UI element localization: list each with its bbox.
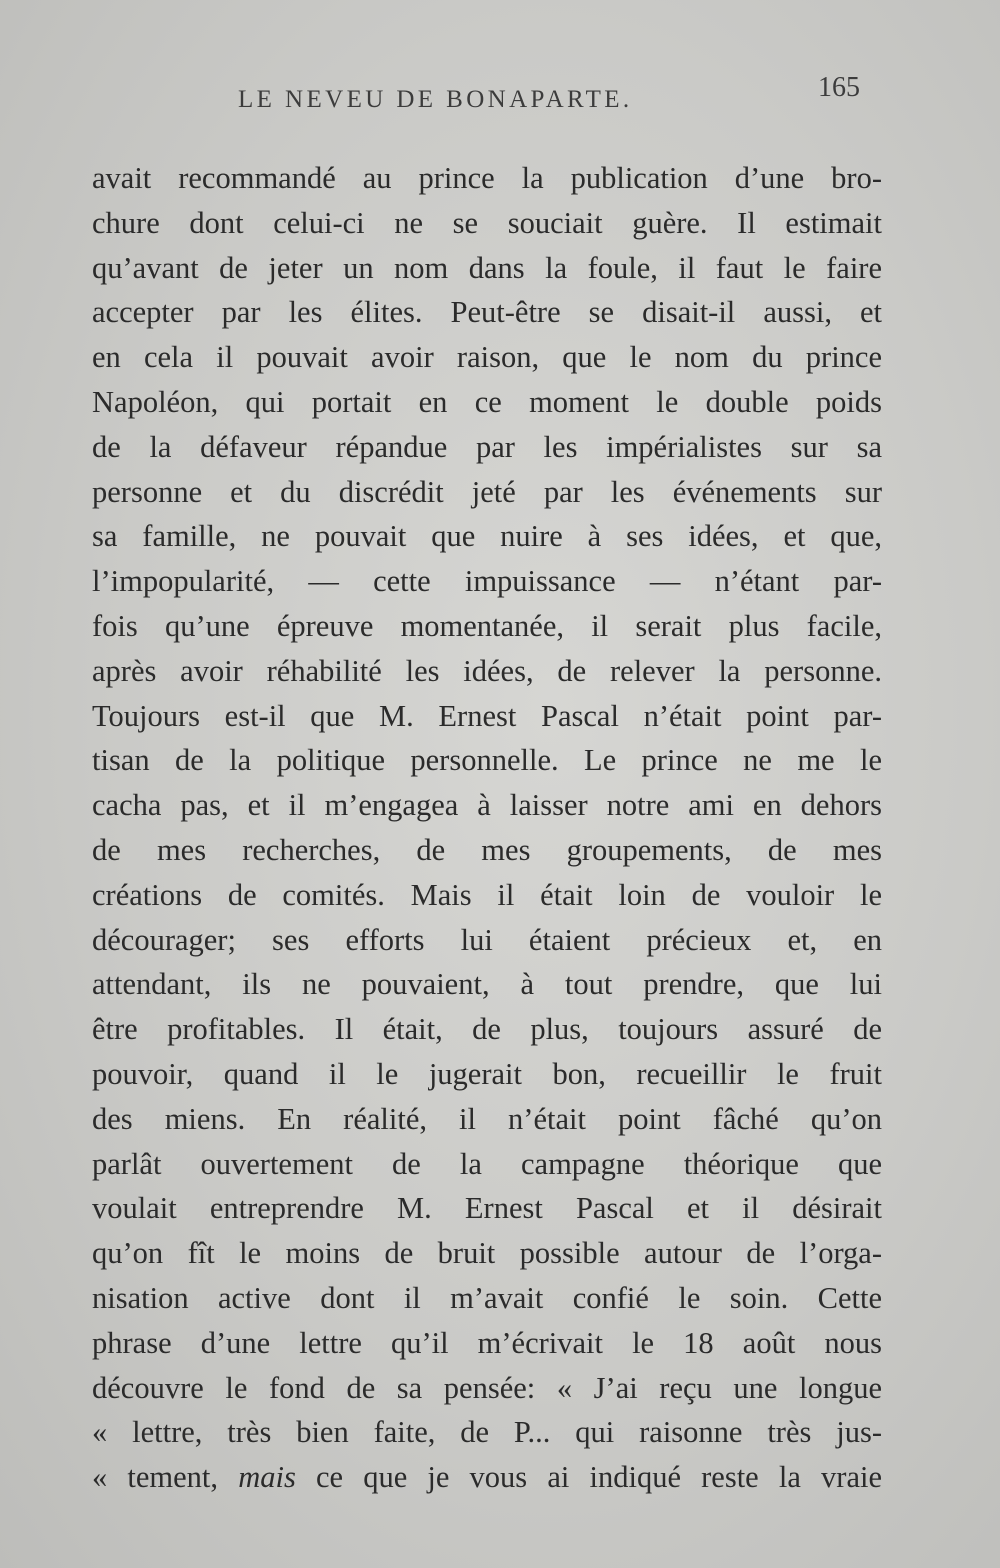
- text-line: découvre le fond de sa pensée: « J’ai reçu une longue: [92, 1370, 882, 1405]
- text-line: des miens. En réalité, il n’était point fâché qu’on: [92, 1101, 882, 1136]
- text-line: parlât ouvertement de la campagne théorique que: [92, 1146, 882, 1181]
- text-line: cacha pas, et il m’engagea à laisser notre ami en dehors: [92, 788, 882, 823]
- text-line: de mes recherches, de mes groupements, de mes: [92, 832, 882, 867]
- text-line: chure dont celui-ci ne se souciait guère. Il estimait: [92, 205, 882, 240]
- text-line: décourager; ses efforts lui étaient précieux et, en: [92, 922, 882, 957]
- text-line: Napoléon, qui portait en ce moment le double poids: [92, 384, 882, 419]
- text-line: être profitables. Il était, de plus, toujours assuré de: [92, 1012, 882, 1047]
- text-line: après avoir réhabilité les idées, de relever la personne.: [92, 653, 882, 688]
- text-line: « lettre, très bien faite, de P... qui raisonne très jus-: [92, 1415, 882, 1450]
- text-line: Toujours est-il que M. Ernest Pascal n’était point par-: [92, 698, 882, 733]
- text-line: avait recommandé au prince la publication d’une bro-: [92, 161, 882, 195]
- running-title: LE NEVEU DE BONAPARTE.: [238, 86, 633, 113]
- text-line: qu’on fît le moins de bruit possible autour de l’orga-: [92, 1236, 882, 1271]
- text-line: de la défaveur répandue par les impérialistes sur sa: [92, 429, 882, 464]
- last-line-end: ce que je vous ai indiqué reste la vraie: [295, 1460, 882, 1495]
- text-line: personne et du discrédit jeté par les événements sur: [92, 474, 882, 509]
- text-line: en cela il pouvait avoir raison, que le nom du prince: [92, 340, 882, 375]
- text-line: créations de comités. Mais il était loin de vouloir le: [92, 877, 882, 912]
- text-line-last: [92, 1455, 882, 1500]
- text-line: voulait entreprendre M. Ernest Pascal et il désirait: [92, 1191, 882, 1226]
- body-text: [92, 156, 882, 1500]
- text-line: pouvoir, quand il le jugerait bon, recueillir le fruit: [92, 1056, 882, 1091]
- text-line: attendant, ils ne pouvaient, à tout prendre, que lui: [92, 967, 882, 1002]
- last-line-start: « tement,: [92, 1460, 239, 1495]
- italic-word: mais: [238, 1460, 296, 1495]
- text-line: nisation active dont il m’avait confié le soin. Cette: [92, 1280, 882, 1315]
- text-line: phrase d’une lettre qu’il m’écrivait le 18 août nous: [92, 1325, 882, 1360]
- text-line: accepter par les élites. Peut-être se disait-il aussi, et: [92, 295, 882, 330]
- text-line: l’impopularité, — cette impuissance — n’étant par-: [92, 564, 882, 599]
- text-line: sa famille, ne pouvait que nuire à ses idées, et que,: [92, 519, 882, 554]
- page-number: 165: [818, 72, 860, 103]
- text-line: qu’avant de jeter un nom dans la foule, il faut le faire: [92, 250, 882, 285]
- text-line: fois qu’une épreuve momentanée, il serait plus facile,: [92, 608, 882, 643]
- text-line: tisan de la politique personnelle. Le prince ne me le: [92, 743, 882, 778]
